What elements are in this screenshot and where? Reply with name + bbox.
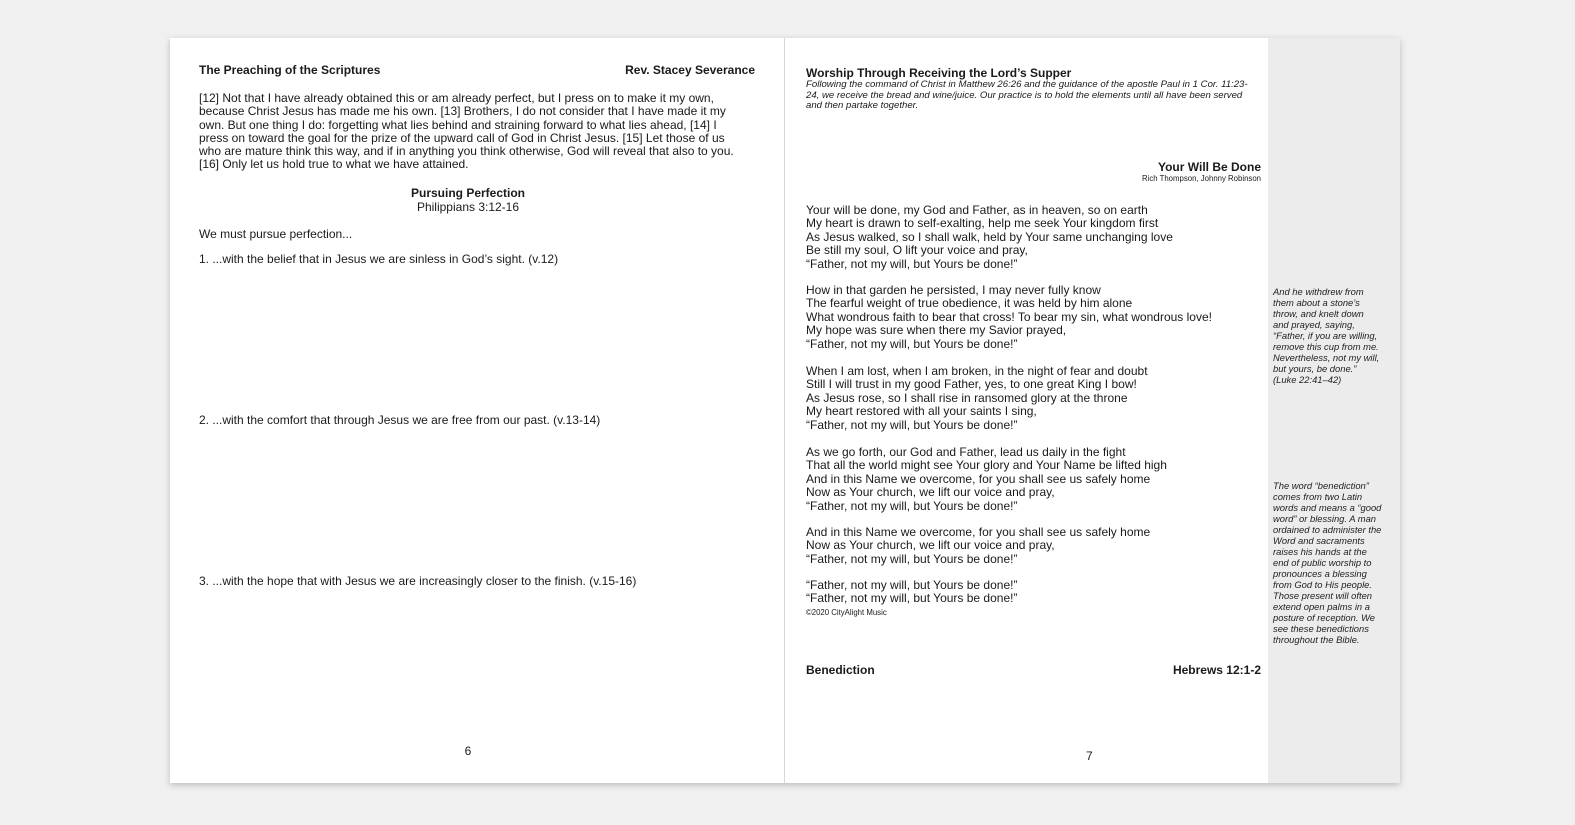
lyric-line: “Father, not my will, but Yours be done!” (806, 256, 1018, 271)
page-number: 6 (464, 744, 472, 758)
lyric-line: As Jesus rose, so I shall rise in ransomed glory at the throne (806, 390, 1128, 405)
lyric-line: The fearful weight of true obedience, it was held by him alone (806, 296, 1133, 311)
lords-supper-note: Following the command of Christ in Matthew 26:26 and the guidance of the apostle Paul in 1 Cor. 11:23-24, we receive the bread and wine/juice. Our practice is to hold the elements until all have been served and then partake together. (806, 79, 1248, 112)
song-title: Your Will Be Done (1157, 160, 1261, 174)
lyric-line: And in this Name we overcome, for you shall see us safely home (806, 525, 1151, 539)
lyric-line: “Father, not my will, but Yours be done!” (806, 498, 1018, 513)
lyric-line: Now as Your church, we lift our voice and pray, (806, 538, 1055, 553)
lyric-line: What wondrous faith to bear that cross! To bear my sin, what wondrous love! (806, 309, 1212, 324)
lyric-line: As we go forth, our God and Father, lead us daily in the fight (806, 445, 1126, 459)
booklet-spread (170, 38, 1400, 783)
lyric-line: My hope was sure when there my Savior prayed, (806, 323, 1067, 338)
margin-notes-column (1268, 38, 1400, 783)
lyric-line: “Father, not my will, but Yours be done!” (806, 336, 1018, 351)
lyric-line: “Father, not my will, but Yours be done!” (806, 417, 1018, 432)
benediction-title: Benediction (806, 663, 875, 677)
sermon-point-1: 1. ...with the belief that in Jesus we are sinless in God’s sight. (v.12) (199, 252, 559, 266)
song-authors: Rich Thompson, Johnny Robinson (1141, 174, 1261, 183)
lyric-line: When I am lost, when I am broken, in the night of fear and doubt (806, 364, 1148, 378)
lords-supper-title: Worship Through Receiving the Lord’s Supper (806, 66, 1072, 80)
lyric-line: As Jesus walked, so I shall walk, held by Your same unchanging love (806, 229, 1173, 244)
sermon-point-3: 3. ...with the hope that with Jesus we are increasingly closer to the finish. (v.15-16) (199, 574, 637, 588)
scripture-text: [12] Not that I have already obtained this or am already perfect, but I press on to make it my own, because Christ Jesus has made me his own. [13] Brothers, I do not consider that I have made it my own. But one thing I do: forgetting what lies behind and straining forward to what lies ahead, [14] I press on toward the goal for the prize of the upward call of God in Christ Jesus. [15] Let those of us who are mature think this way, and if in anything you think otherwise, God will reveal that also to you. [16] Only let us hold true to what we have attained. (199, 91, 734, 172)
lyric-line: Your will be done, my God and Father, as in heaven, so on earth (806, 203, 1148, 217)
lyric-line: That all the world might see Your glory and Your Name be lifted high (806, 458, 1167, 473)
lyric-line: Now as Your church, we lift our voice and pray, (806, 485, 1055, 500)
song-verse-3 (806, 365, 1148, 432)
song-copyright: ©2020 CityAlight Music (806, 608, 887, 617)
song-verse-2 (806, 284, 1212, 351)
song-verse-1 (806, 204, 1173, 271)
lyric-line: Still I will trust in my good Father, yes, to one great King I bow! (806, 377, 1137, 392)
margin-note-luke: And he withdrew from them about a stone’s throw, and knelt down and prayed, saying, “Father, if you are willing, remove this cup from me. Nevertheless, not my will, but yours, be done.” (Luke 22:41–42) (1273, 286, 1380, 385)
sermon-reference: Philippians 3:12-16 (416, 200, 520, 214)
margin-note-benediction: The word “benediction” comes from two Latin words and means a “good word” or blessing. A man ordained to administer the Word and sacraments raises his hands at the end of public worship to pronounces a blessing from God to His people. Those present will often extend open palms in a posture of reception. We see these benedictions throughout the Bible. (1273, 480, 1382, 645)
song-verse-4 (806, 446, 1167, 513)
benediction-reference: Hebrews 12:1-2 (1172, 663, 1261, 677)
left-page (170, 38, 784, 783)
lyric-line: My heart is drawn to self-exalting, help me seek Your kingdom first (806, 216, 1159, 231)
lyric-line: “Father, not my will, but Yours be done!” (806, 591, 1018, 606)
preacher-name: Rev. Stacey Severance (625, 63, 755, 77)
lyric-line: “Father, not my will, but Yours be done!” (806, 551, 1018, 566)
right-page (785, 38, 1268, 783)
lyric-line: “Father, not my will, but Yours be done!” (806, 578, 1018, 592)
lyric-line: And in this Name we overcome, for you shall see us safely home (806, 471, 1151, 486)
song-verse-5 (806, 526, 1150, 566)
page-number: 7 (1086, 749, 1093, 763)
lyric-line: How in that garden he persisted, I may never fully know (806, 283, 1101, 297)
lyric-line: My heart restored with all your saints I sing, (806, 404, 1037, 419)
song-ending (806, 579, 1017, 606)
sermon-intro: We must pursue perfection... (199, 227, 353, 241)
sermon-section-title: The Preaching of the Scriptures (199, 63, 381, 77)
sermon-point-2: 2. ...with the comfort that through Jesus we are free from our past. (v.13-14) (199, 413, 601, 427)
lyric-line: Be still my soul, O lift your voice and pray, (806, 243, 1028, 258)
sermon-title: Pursuing Perfection (410, 186, 526, 200)
